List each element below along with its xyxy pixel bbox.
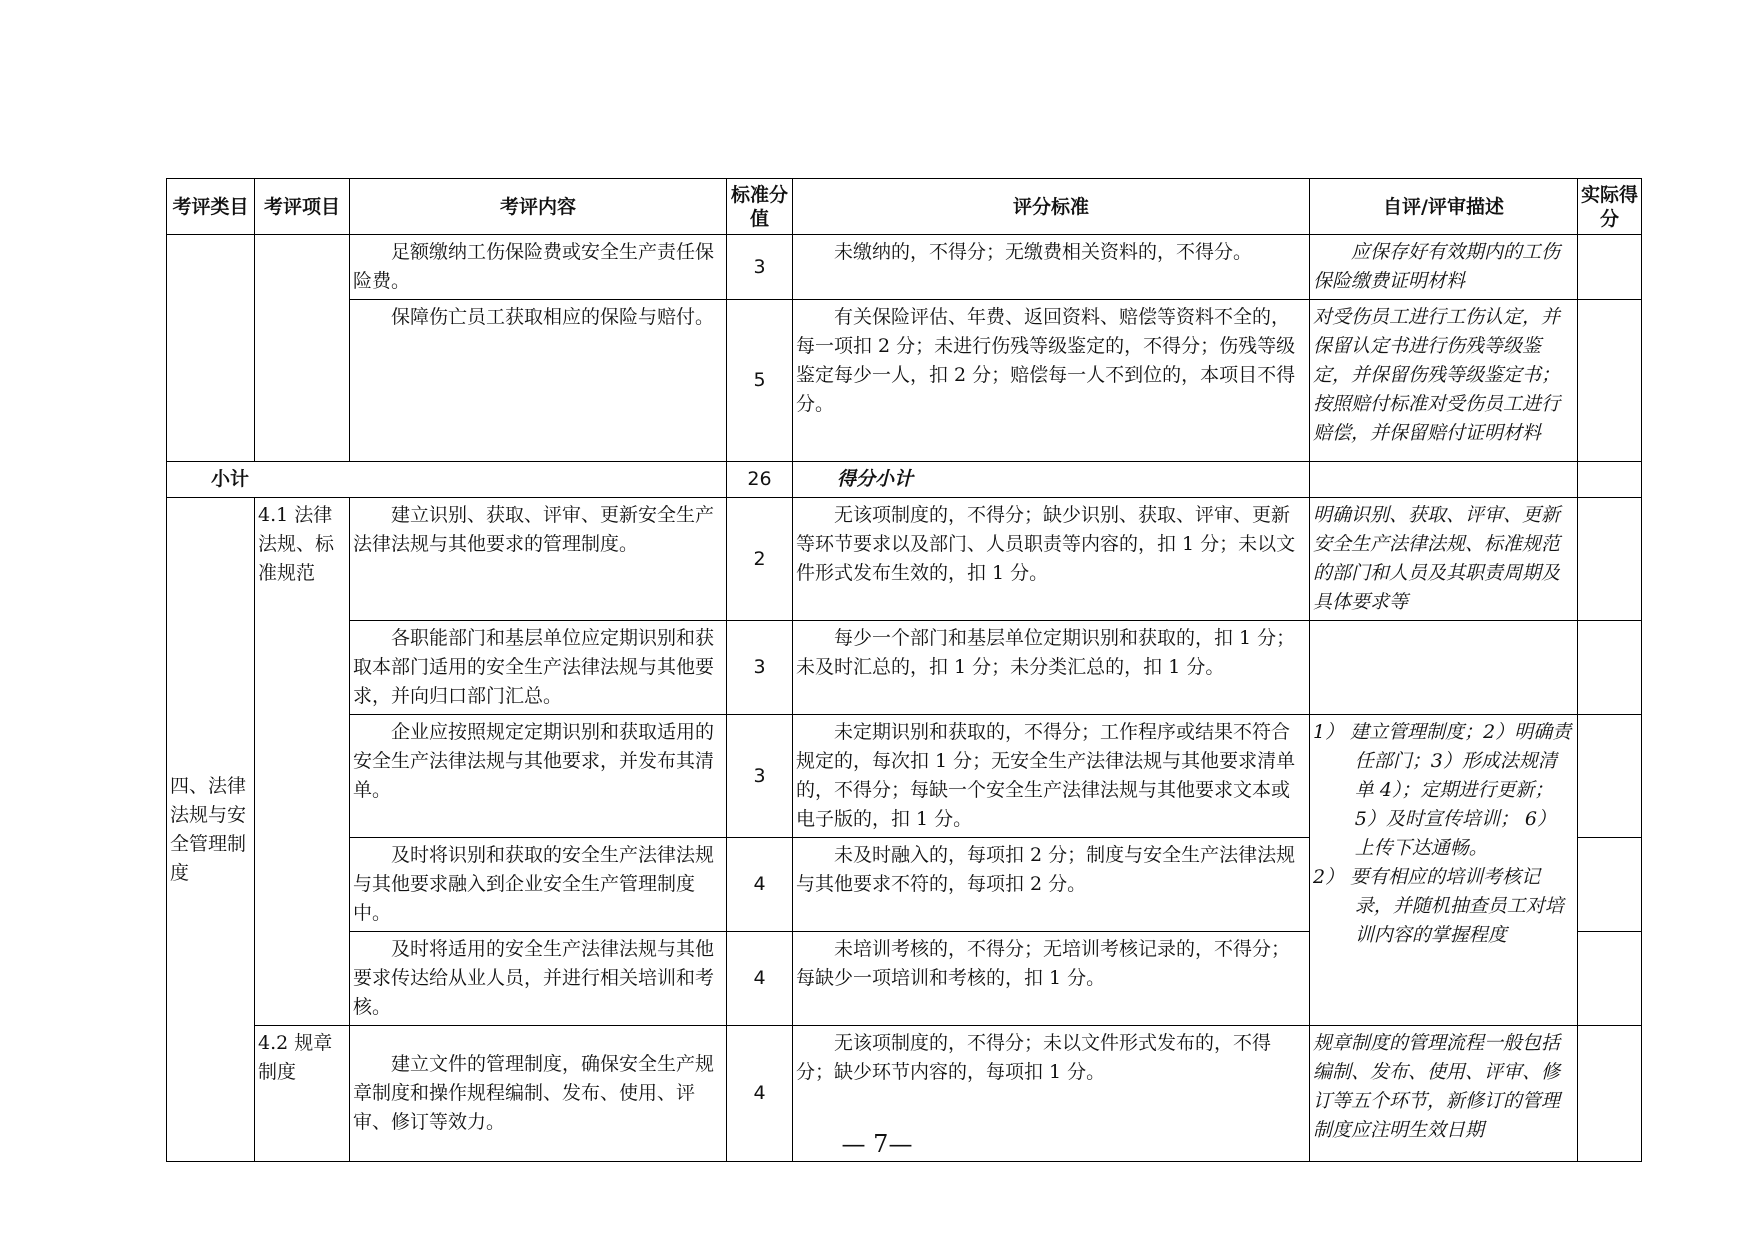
- actual-score-cell[interactable]: [1578, 838, 1642, 932]
- merged-description-line-2: 2） 要有相应的培训考核记录，并随机抽查员工对培训内容的掌握程度: [1313, 866, 1564, 946]
- content-cell: 各职能部门和基层单位应定期识别和获取本部门适用的安全生产法律法规与其他要求，并向归口部门汇总。: [350, 621, 727, 715]
- standard-score-cell: 4: [727, 838, 793, 932]
- criteria-cell: 有关保险评估、年费、返回资料、赔偿等资料不全的，每一项扣 2 分；未进行伤残等级鉴定的，不得分；伤残等级鉴定每少一人，扣 2 分；赔偿每一人不到位的，本项目不得分。: [793, 300, 1310, 462]
- table-row: [167, 621, 1642, 715]
- header-description: 自评/评审描述: [1310, 179, 1578, 235]
- standard-score-cell: 3: [727, 235, 793, 300]
- table-row: [167, 498, 1642, 621]
- content-cell: 企业应按照规定定期识别和获取适用的安全生产法律法规与其他要求，并发布其清单。: [350, 715, 727, 838]
- standard-score-cell: 2: [727, 498, 793, 621]
- standard-score-cell: 5: [727, 300, 793, 462]
- category-cell: 四、法律法规与安全管理制度: [167, 498, 255, 1162]
- header-actual-score: 实际得分: [1578, 179, 1642, 235]
- item-cell: 4.2 规章制度: [255, 1026, 350, 1162]
- criteria-cell: 未培训考核的，不得分；无培训考核记录的，不得分；每缺少一项培训和考核的，扣 1 分。: [793, 932, 1310, 1026]
- standard-score-cell: 3: [727, 621, 793, 715]
- table-row: [167, 235, 1642, 300]
- actual-score-cell[interactable]: [1578, 235, 1642, 300]
- criteria-cell: 未定期识别和获取的，不得分；工作程序或结果不符合规定的，每次扣 1 分；无安全生产法律法规与其他要求清单的，不得分；每缺一个安全生产法律法规与其他要求文本或电子版的，扣 1 分。: [793, 715, 1310, 838]
- table-header-row: [167, 179, 1642, 235]
- category-cell-empty: [167, 235, 255, 462]
- description-cell-empty: [1310, 621, 1578, 715]
- actual-score-cell[interactable]: [1578, 932, 1642, 1026]
- subtotal-description: [1310, 462, 1578, 498]
- header-content: 考评内容: [350, 179, 727, 235]
- actual-score-cell[interactable]: [1578, 715, 1642, 838]
- merged-description-line-1: 1） 建立管理制度；2）明确责任部门；3）形成法规清单 4）；定期进行更新；5）及时宣传培训； 6）上传下达通畅。: [1313, 721, 1572, 859]
- criteria-cell: 无该项制度的，不得分；缺少识别、获取、评审、更新等环节要求以及部门、人员职责等内容的，扣 1 分；未以文件形式发布生效的，扣 1 分。: [793, 498, 1310, 621]
- header-item: 考评项目: [255, 179, 350, 235]
- page-number: — 7—: [841, 1130, 913, 1158]
- standard-score-cell: 4: [727, 932, 793, 1026]
- description-cell: 对受伤员工进行工伤认定，并保留认定书进行伤残等级鉴定，并保留伤残等级鉴定书；按照赔付标准对受伤员工进行赔偿，并保留赔付证明材料: [1310, 300, 1578, 462]
- standard-score-cell: 3: [727, 715, 793, 838]
- content-cell: 足额缴纳工伤保险费或安全生产责任保险费。: [350, 235, 727, 300]
- item-cell-empty: [255, 235, 350, 462]
- criteria-cell: 每少一个部门和基层单位定期识别和获取的，扣 1 分；未及时汇总的，扣 1 分；未分类汇总的，扣 1 分。: [793, 621, 1310, 715]
- content-cell: 建立识别、获取、评审、更新安全生产法律法规与其他要求的管理制度。: [350, 498, 727, 621]
- actual-score-cell[interactable]: [1578, 498, 1642, 621]
- header-category: 考评类目: [167, 179, 255, 235]
- criteria-cell: 未缴纳的，不得分；无缴费相关资料的，不得分。: [793, 235, 1310, 300]
- content-cell: 建立文件的管理制度，确保安全生产规章制度和操作规程编制、发布、使用、评审、修订等效力。: [350, 1026, 727, 1162]
- table-row: [167, 715, 1642, 838]
- actual-score-cell[interactable]: [1578, 621, 1642, 715]
- description-cell: 应保存好有效期内的工伤保险缴费证明材料: [1310, 235, 1578, 300]
- standard-score-cell: 4: [727, 1026, 793, 1162]
- subtotal-label: 小计: [167, 462, 727, 498]
- content-cell: 及时将适用的安全生产法律法规与其他要求传达给从业人员，并进行相关培训和考核。: [350, 932, 727, 1026]
- actual-score-cell[interactable]: [1578, 300, 1642, 462]
- assessment-table: [166, 178, 1642, 1162]
- content-cell: 保障伤亡员工获取相应的保险与赔付。: [350, 300, 727, 462]
- description-cell: 明确识别、获取、评审、更新安全生产法律法规、标准规范的部门和人员及其职责周期及具体要求等: [1310, 498, 1578, 621]
- criteria-cell: 无该项制度的，不得分；未以文件形式发布的，不得分；缺少环节内容的，每项扣 1 分。: [793, 1026, 1310, 1162]
- merged-description-cell: [1310, 715, 1578, 1026]
- table-row: [167, 300, 1642, 462]
- criteria-cell: 未及时融入的，每项扣 2 分；制度与安全生产法律法规与其他要求不符的，每项扣 2 分。: [793, 838, 1310, 932]
- content-cell: 及时将识别和获取的安全生产法律法规与其他要求融入到企业安全生产管理制度中。: [350, 838, 727, 932]
- item-cell: 4.1 法律法规、标准规范: [255, 498, 350, 1026]
- description-cell: 规章制度的管理流程一般包括编制、发布、使用、评审、修订等五个环节，新修订的管理制度应注明生效日期: [1310, 1026, 1578, 1162]
- subtotal-actual-score[interactable]: [1578, 462, 1642, 498]
- subtotal-row: [167, 462, 1642, 498]
- subtotal-score: 26: [727, 462, 793, 498]
- subtotal-title: 得分小计: [793, 462, 1310, 498]
- header-criteria: 评分标准: [793, 179, 1310, 235]
- header-standard-score: 标准分值: [727, 179, 793, 235]
